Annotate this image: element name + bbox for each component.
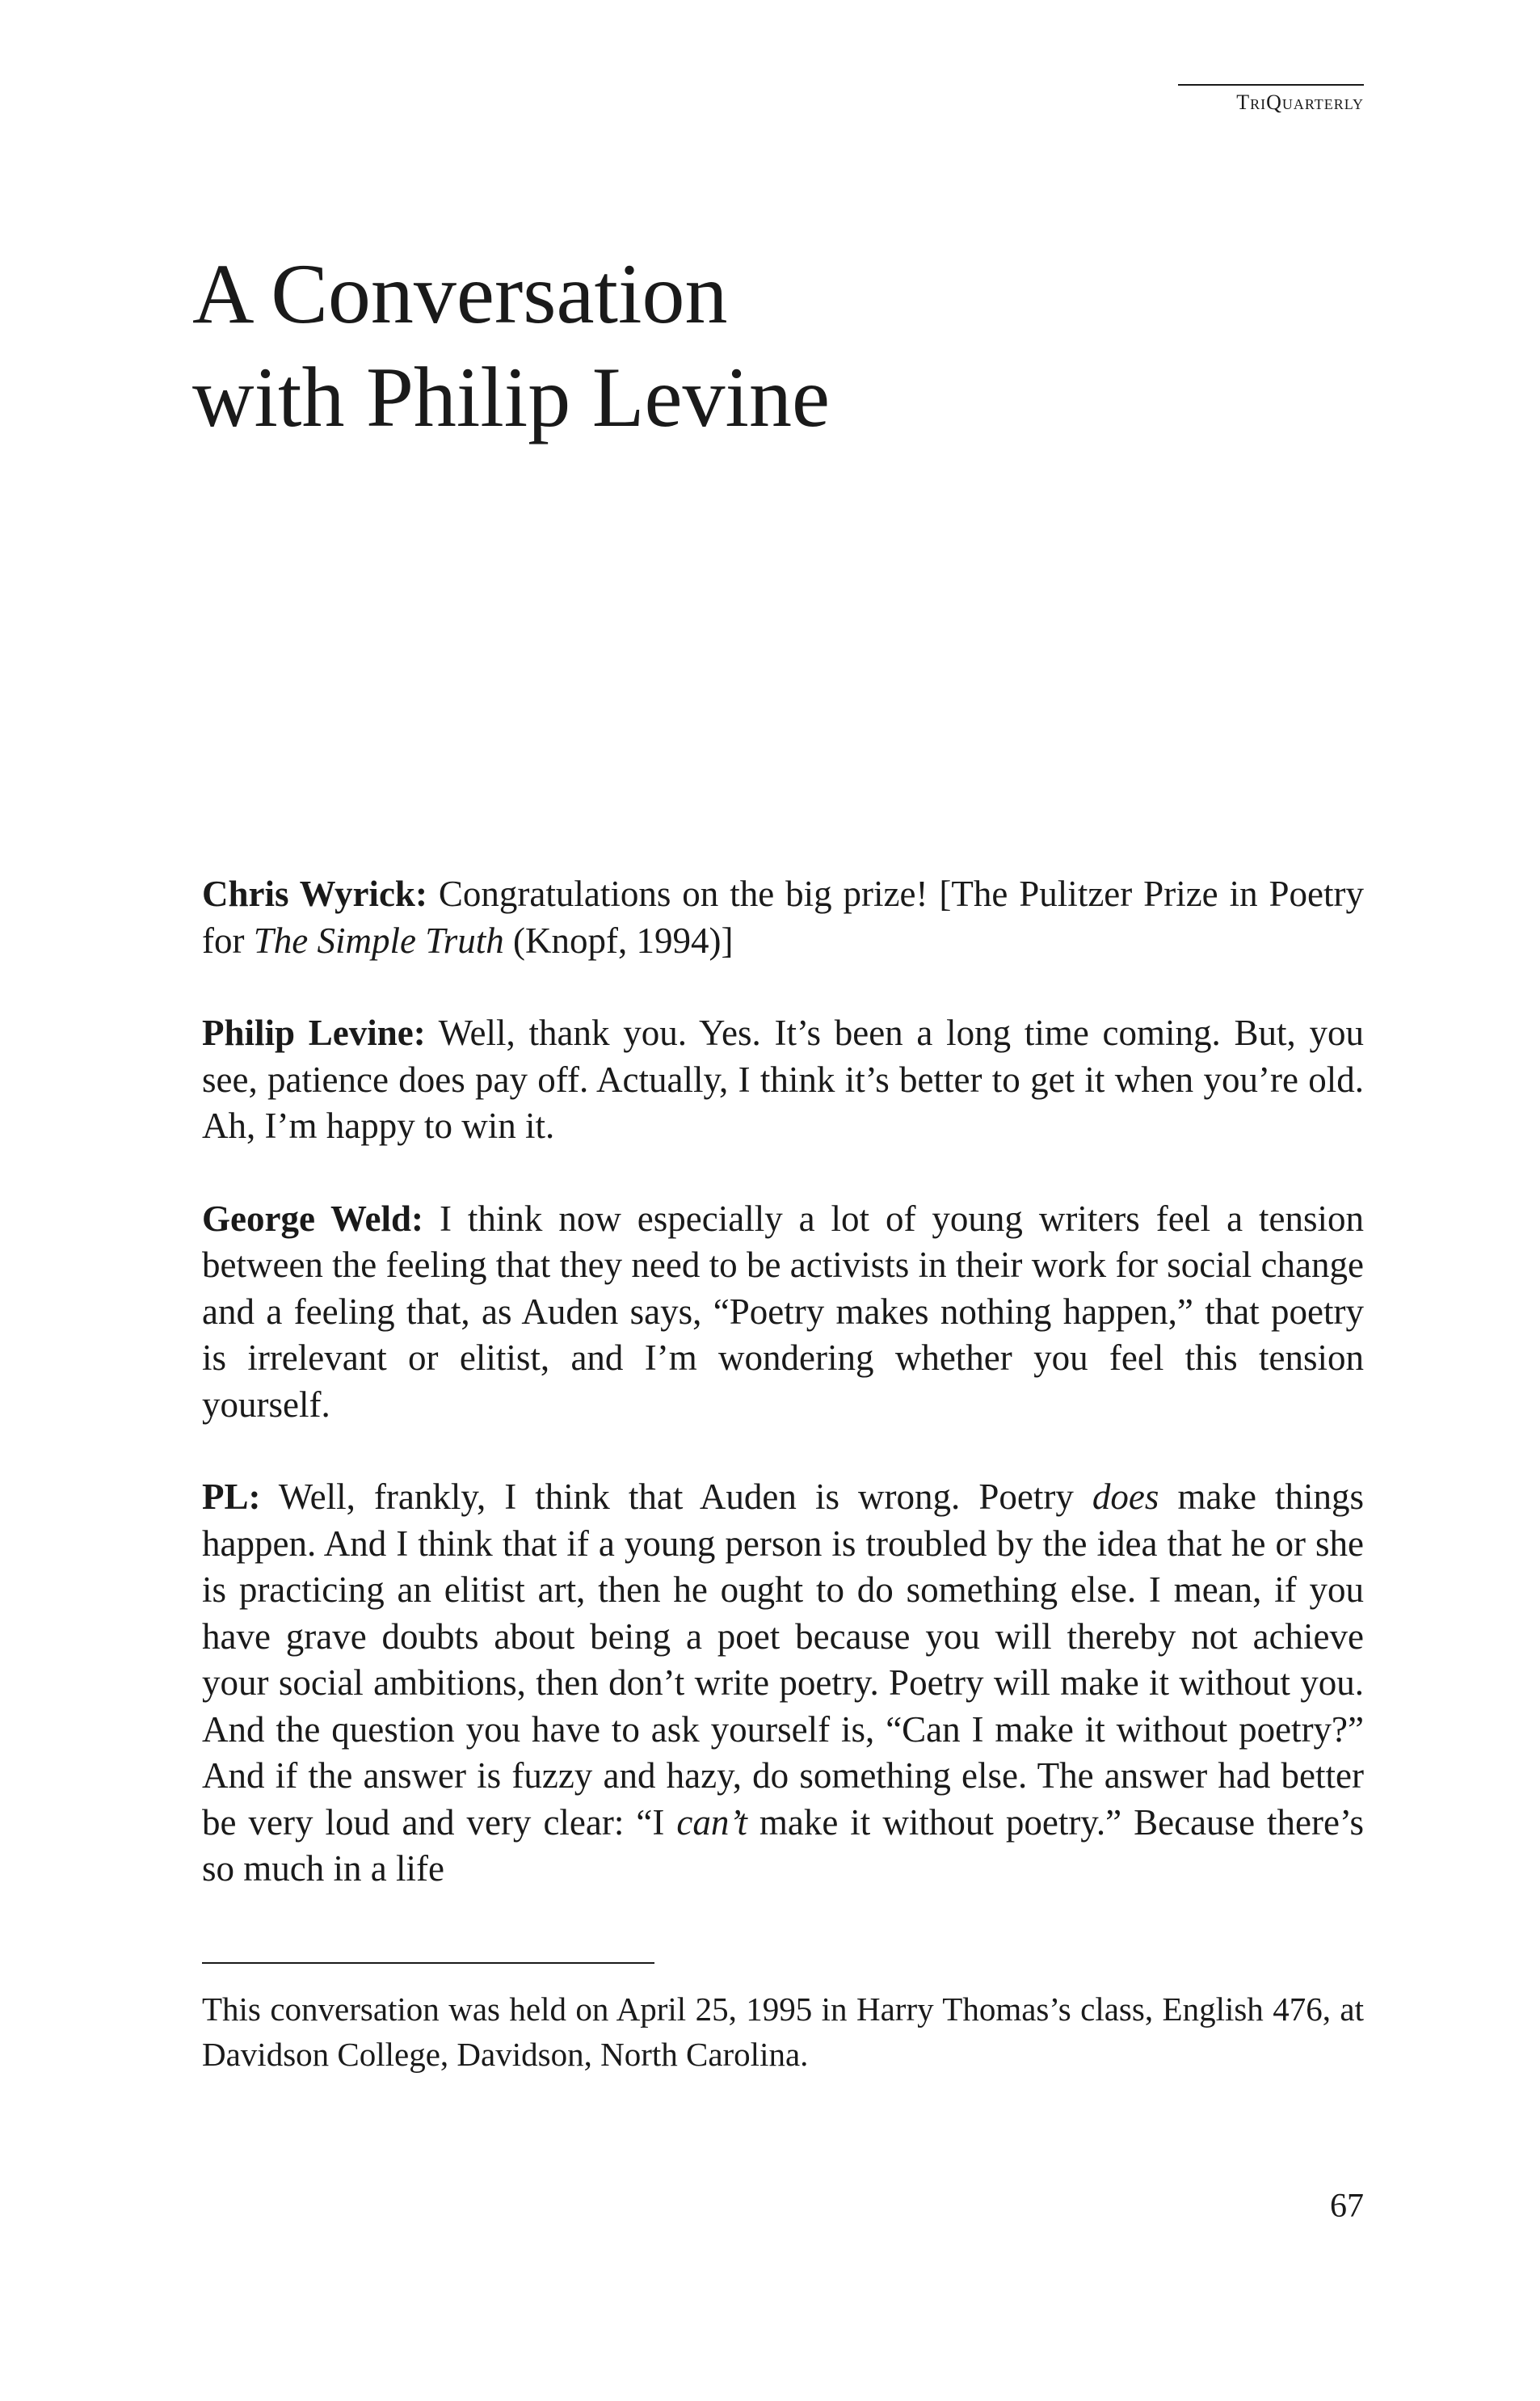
paragraph-text: Well, frankly, I think that Auden is wrong. Poetry	[260, 1476, 1092, 1517]
paragraph-wyrick	[202, 871, 1364, 964]
speaker-label: George Weld:	[202, 1198, 424, 1239]
article-title	[192, 242, 830, 449]
paragraph-text: make it without poetry.” Because there’s so much in a life	[202, 1801, 1365, 1889]
book-title: The Simple Truth	[253, 920, 504, 961]
paragraph-text: I think now especially a lot of young writers feel a tension between the feeling that they need to be activists in their work for social change and a feeling that, as Auden says, “Poetry makes nothing happen,” that poetry is irrelevant or elitist, and I’m wondering whether you feel this tension yourself.	[202, 1198, 1364, 1425]
paragraph-text: Congratulations on the big prize! [The Pulitzer Prize in Poetry for	[202, 874, 1364, 961]
paragraph-text: make things happen. And I think that if a young person is troubled by the idea that he or she is practicing an elitist art, then he ought to do something else. I mean, if you have grave doubts about being a poet because you will thereby not achieve your social ambitions, then don’t write poetry. Poetry will make it without you. And the question you have to ask yourself is, “Can I make it without poetry?” And if the answer is fuzzy and hazy, do something else. The answer had better be very loud and very clear: “I	[202, 1476, 1365, 1843]
running-head	[1178, 84, 1364, 115]
speaker-label: PL:	[202, 1476, 261, 1517]
emphasis-text: can’t	[676, 1801, 747, 1843]
paragraph-levine-1	[202, 1010, 1364, 1150]
paragraph-levine-2	[202, 1474, 1364, 1893]
speaker-label: Chris Wyrick:	[202, 874, 427, 914]
running-head-rule	[1178, 84, 1364, 86]
interview-body	[202, 871, 1364, 1893]
title-line-2: with Philip Levine	[192, 350, 831, 444]
footnote: This conversation was held on April 25, 1995 in Harry Thomas’s class, English 476, at Davidson College, Davidson, North Carolina.	[202, 1990, 1364, 2073]
speaker-label: Philip Levine:	[202, 1013, 426, 1053]
paragraph-text: Well, thank you. Yes. It’s been a long time coming. But, you see, patience does pay off. Actually, I think it’s better to get it when you’re old. Ah, I’m happy to win it.	[202, 1013, 1365, 1146]
title-line-1: A Conversation	[192, 246, 728, 341]
paragraph-text: (Knopf, 1994)]	[503, 920, 734, 961]
journal-name: TriQuarterly	[1236, 91, 1364, 114]
emphasis-text: does	[1092, 1476, 1159, 1517]
paragraph-weld	[202, 1196, 1364, 1429]
page-number: 67	[1330, 2188, 1364, 2225]
footnote-rule	[202, 1962, 654, 1964]
